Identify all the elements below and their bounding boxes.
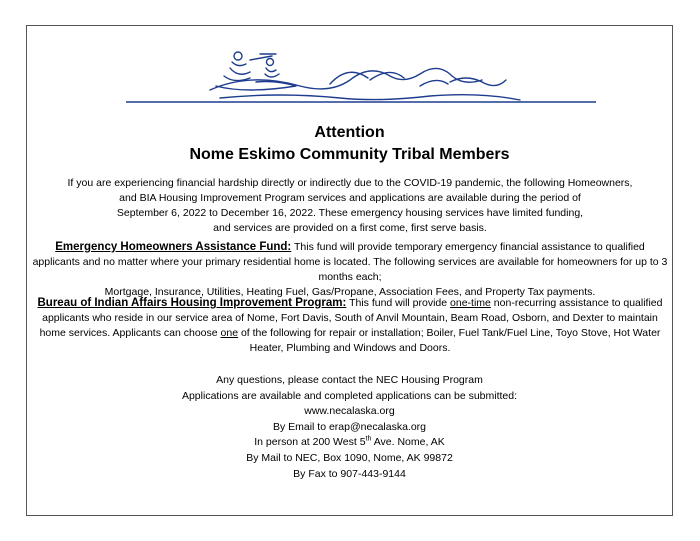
contact-block xyxy=(26,373,673,482)
title-attention: Attention xyxy=(314,124,385,141)
emergency-fund-services: Mortgage, Insurance, Utilities, Heating Fuel, Gas/Propane, Association Fees, and Property Tax payments. xyxy=(104,286,596,298)
bia-program-text: non-recurring assistance to qualified applicants who reside in our service area of Nome, Fort Davis, South of Anvil Mountain, Beam Road, Osborn, and Dexter to maintain home services. Applicants can choose xyxy=(39,297,663,339)
intro-line: and services are provided on a first come, first serve basis. xyxy=(213,222,487,234)
email-line[interactable]: By Email to erap@necalaska.org xyxy=(272,420,427,433)
mail-line: By Mail to NEC, Box 1090, Nome, AK 99872 xyxy=(246,451,453,464)
one-time-underlined: one-time xyxy=(450,297,491,309)
contact-line: Any questions, please contact the NEC Housing Program xyxy=(216,374,483,386)
emergency-fund-paragraph xyxy=(32,240,668,300)
website-link[interactable]: www.necalaska.org xyxy=(304,405,395,418)
emergency-fund-heading: Emergency Homeowners Assistance Fund: xyxy=(55,241,292,253)
intro-paragraph xyxy=(32,176,668,236)
intro-line: and BIA Housing Improvement Program services and applications are available during the period of xyxy=(119,192,581,204)
contact-line: Applications are available and completed applications can be submitted: xyxy=(181,389,518,402)
emergency-fund-text: This fund will provide temporary emergency financial assistance to qualified applicants and no matter where your primary residential home is located. The following services are available for homeowners for up to 3 months each; xyxy=(32,241,668,283)
fax-line: By Fax to 907-443-9144 xyxy=(293,467,406,480)
intro-line: September 6, 2022 to December 16, 2022. These emergency housing services have limited funding, xyxy=(116,207,584,219)
one-underlined: one xyxy=(220,327,239,339)
bia-program-text: This fund will provide xyxy=(346,297,451,309)
bia-program-paragraph xyxy=(32,296,668,356)
kayak-hunter-waves-logo xyxy=(120,46,600,106)
title-tribal-members: Nome Eskimo Community Tribal Members xyxy=(189,146,510,163)
bia-program-heading: Bureau of Indian Affairs Housing Improvement Program: xyxy=(37,297,347,309)
bia-program-text: of the following for repair or installation; Boiler, Fuel Tank/Fuel Line, Toyo Stove, Hot Water Heater, Plumbing and Windows and Doors. xyxy=(238,327,661,354)
intro-line: If you are experiencing financial hardship directly or indirectly due to the COVID-19 pandemic, the following Homeowners, xyxy=(67,177,633,189)
in-person-line: In person at 200 West 5th Ave. Nome, AK xyxy=(254,435,445,449)
